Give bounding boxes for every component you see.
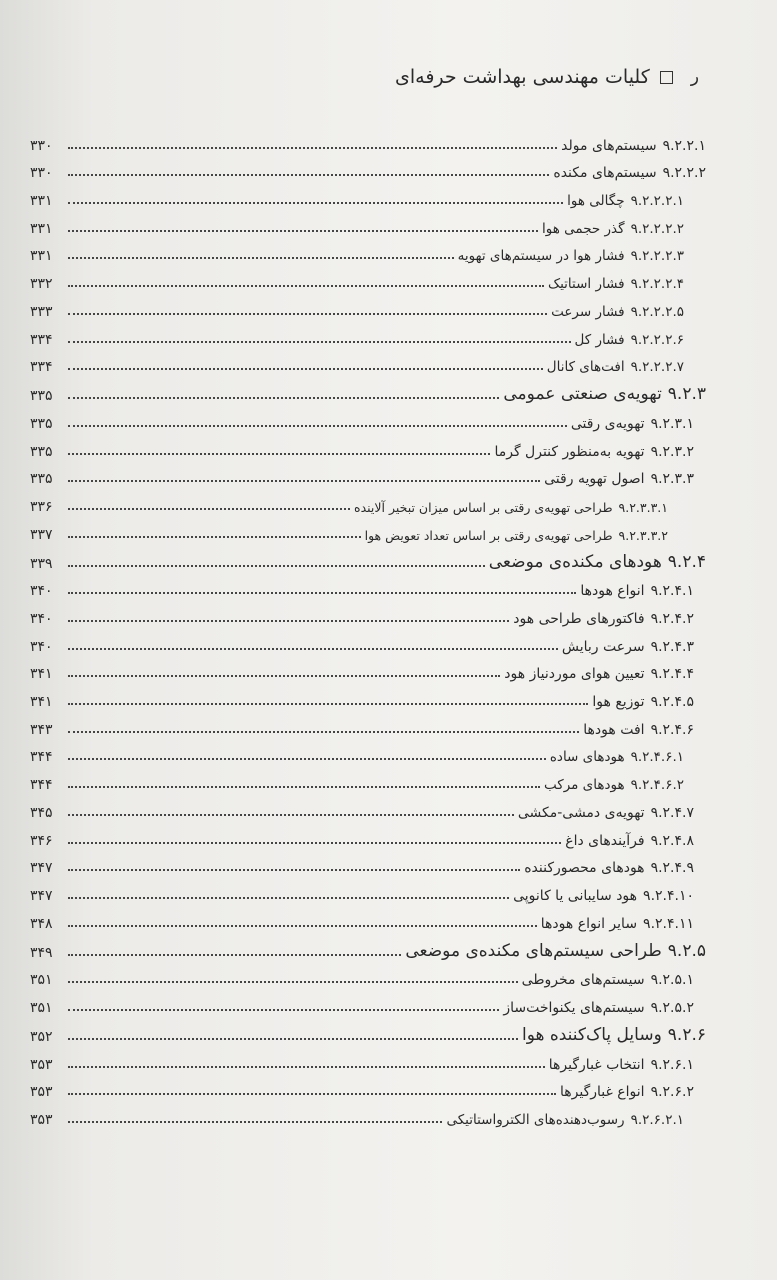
section-number: ۹.۲.۶.۱ bbox=[650, 1056, 694, 1073]
toc-entry bbox=[405, 941, 706, 961]
toc-row bbox=[30, 126, 706, 154]
toc-row bbox=[30, 237, 706, 265]
section-title: طراحی تهویه‌ی رقتی بر اساس میزان تبخیر آلاینده bbox=[354, 499, 613, 515]
section-number: ۹.۲.۶.۲.۱ bbox=[630, 1112, 684, 1128]
toc-row bbox=[30, 320, 706, 348]
section-title: افت هودها bbox=[583, 721, 645, 738]
section-title: تهویه به‌منظور کنترل گرما bbox=[494, 443, 645, 460]
section-number: ۹.۲.۵ bbox=[667, 940, 706, 961]
book-title: کلیات مهندسی بهداشت حرفه‌ای bbox=[394, 66, 650, 88]
section-number: ۹.۲.۴.۶ bbox=[650, 721, 694, 738]
toc-row bbox=[30, 264, 706, 292]
toc-entry bbox=[513, 888, 694, 904]
toc-entry bbox=[565, 833, 694, 849]
page-number: ۳۳۵ bbox=[30, 443, 53, 460]
dot-leader bbox=[68, 507, 350, 510]
toc-entry bbox=[503, 384, 706, 404]
toc-entry bbox=[567, 193, 684, 209]
page-number: ۳۴۱ bbox=[30, 666, 53, 683]
page-number: ۳۳۴ bbox=[30, 331, 53, 348]
section-title: فشار سرعت bbox=[551, 303, 625, 320]
section-title: رسوب‌دهنده‌های الکترواستاتیکی bbox=[446, 1112, 625, 1128]
dot-leader bbox=[68, 396, 499, 399]
page-number: ۳۳۰ bbox=[30, 137, 53, 154]
dot-leader bbox=[68, 201, 563, 204]
toc-row bbox=[30, 876, 706, 904]
dot-leader bbox=[68, 591, 576, 594]
page-number: ۳۵۳ bbox=[30, 1056, 53, 1073]
toc-entry bbox=[524, 860, 694, 876]
section-number: ۹.۲.۳.۳ bbox=[650, 471, 694, 488]
toc-row bbox=[30, 209, 706, 237]
page-number: ۳۳۵ bbox=[30, 388, 53, 405]
toc-entry bbox=[354, 500, 668, 515]
dot-leader bbox=[68, 785, 540, 788]
dot-leader bbox=[68, 1120, 442, 1123]
section-number: ۹.۲.۵.۲ bbox=[650, 999, 694, 1016]
toc-row bbox=[30, 932, 706, 961]
section-title: افت‌های کانال bbox=[546, 359, 625, 376]
section-number: ۹.۲.۴.۲ bbox=[650, 611, 694, 627]
section-title: توزیع هوا bbox=[592, 694, 645, 711]
toc-row bbox=[30, 348, 706, 376]
section-title: وسایل پاک‌کننده هوا bbox=[521, 1024, 662, 1045]
page-number: ۳۴۳ bbox=[30, 721, 53, 738]
page-number: ۳۳۳ bbox=[30, 303, 53, 320]
dot-leader bbox=[68, 1008, 499, 1011]
dot-leader bbox=[68, 284, 544, 287]
section-number: ۹.۲.۴ bbox=[667, 551, 706, 572]
dot-leader bbox=[68, 730, 579, 733]
section-title: فاکتورهای طراحی هود bbox=[513, 611, 645, 627]
toc-row bbox=[30, 904, 706, 932]
toc-entry bbox=[522, 1025, 706, 1045]
toc-row bbox=[30, 961, 706, 989]
toc-entry bbox=[542, 221, 684, 237]
section-title: هودهای ساده bbox=[549, 749, 625, 766]
section-title: انتخاب غبارگیرها bbox=[548, 1056, 645, 1073]
section-title: سیستم‌های مخروطی bbox=[521, 972, 645, 989]
section-number: ۹.۲.۶.۲ bbox=[650, 1084, 694, 1101]
toc-entry bbox=[458, 248, 684, 264]
toc-row bbox=[30, 849, 706, 877]
page-number: ۳۳۲ bbox=[30, 276, 53, 293]
dot-leader bbox=[68, 564, 485, 567]
section-number: ۹.۲.۴.۹ bbox=[650, 860, 694, 877]
toc-row bbox=[30, 655, 706, 683]
section-number: ۹.۲.۵.۱ bbox=[650, 972, 694, 989]
dot-leader bbox=[68, 424, 567, 427]
section-number: ۹.۲.۲.۲.۶ bbox=[630, 331, 684, 348]
dot-leader bbox=[68, 619, 509, 622]
toc-entry bbox=[560, 1084, 694, 1100]
page-number: ۳۵۱ bbox=[30, 999, 53, 1016]
table-of-contents bbox=[30, 126, 706, 1128]
toc-row bbox=[30, 765, 706, 793]
toc-row bbox=[30, 181, 706, 209]
toc-entry bbox=[551, 304, 684, 320]
section-number: ۹.۲.۴.۸ bbox=[650, 832, 694, 849]
section-title: طراحی سیستم‌های مکنده‌ی موضعی bbox=[405, 940, 662, 961]
section-number: ۹.۲.۲.۲.۵ bbox=[630, 303, 684, 320]
page-number: ۳۵۱ bbox=[30, 972, 53, 989]
section-number: ۹.۲.۳.۱ bbox=[650, 415, 694, 432]
page-number: ۳۴۴ bbox=[30, 749, 53, 766]
toc-row bbox=[30, 460, 706, 488]
page-number: ۳۳۱ bbox=[30, 248, 53, 265]
toc-row bbox=[30, 627, 706, 655]
section-title: تهویه‌ی رقتی bbox=[570, 415, 645, 432]
toc-row bbox=[30, 1045, 706, 1073]
toc-entry bbox=[541, 916, 694, 932]
page-number: ۳۴۰ bbox=[30, 611, 53, 627]
section-number: ۹.۲.۲.۲.۳ bbox=[630, 248, 684, 265]
toc-row bbox=[30, 572, 706, 600]
section-number: ۹.۲.۳.۳.۲ bbox=[618, 527, 668, 543]
section-title: هود سایبانی یا کانوپی bbox=[513, 887, 638, 904]
dot-leader bbox=[68, 813, 514, 816]
toc-row bbox=[30, 1016, 706, 1045]
section-number: ۹.۲.۴.۱۰ bbox=[643, 887, 694, 904]
dot-leader bbox=[68, 674, 500, 677]
page-number: ۳۴۷ bbox=[30, 887, 53, 904]
toc-entry bbox=[549, 1057, 694, 1073]
section-title: اصول تهویه رقتی bbox=[544, 471, 645, 488]
section-title: هودهای مکنده‌ی موضعی bbox=[488, 551, 662, 572]
section-number: ۹.۲.۴.۶.۲ bbox=[630, 777, 684, 794]
page-number: ۳۴۹ bbox=[30, 944, 53, 961]
toc-entry bbox=[522, 972, 694, 988]
page-number: ۳۴۰ bbox=[30, 583, 53, 600]
section-title: سیستم‌های مولد bbox=[561, 137, 657, 154]
page-number: ۳۳۶ bbox=[30, 498, 53, 515]
section-title: هودهای محصورکننده bbox=[524, 860, 645, 877]
page-header bbox=[395, 66, 699, 88]
dot-leader bbox=[68, 1065, 545, 1068]
page-number: ۳۳۷ bbox=[30, 526, 53, 543]
dot-leader bbox=[68, 146, 557, 149]
toc-row bbox=[30, 821, 706, 849]
section-title: انواع هودها bbox=[580, 583, 645, 600]
toc-entry bbox=[544, 471, 694, 487]
section-number: ۹.۲.۴.۳ bbox=[650, 638, 694, 655]
page-number: ۳۵۳ bbox=[30, 1112, 53, 1128]
section-number: ۹.۲.۲.۲.۱ bbox=[630, 193, 684, 210]
dot-leader bbox=[68, 256, 454, 259]
dot-leader bbox=[68, 953, 401, 956]
toc-entry bbox=[561, 138, 706, 154]
page-number: ۳۴۱ bbox=[30, 694, 53, 711]
page-number: ۳۴۷ bbox=[30, 860, 53, 877]
section-title: انواع غبارگیرها bbox=[560, 1084, 645, 1101]
dot-leader bbox=[68, 367, 543, 370]
section-number: ۹.۲.۲.۱ bbox=[662, 137, 706, 154]
section-title: تهویه‌ی دمشی-مکشی bbox=[517, 804, 645, 821]
dot-leader bbox=[68, 479, 540, 482]
dot-leader bbox=[68, 868, 520, 871]
section-title: طراحی تهویه‌ی رقتی بر اساس تعداد تعویض هوا bbox=[364, 527, 613, 543]
toc-entry bbox=[513, 611, 694, 627]
dot-leader bbox=[68, 980, 518, 983]
section-number: ۹.۲.۴.۱۱ bbox=[643, 915, 694, 932]
toc-entry bbox=[553, 165, 706, 181]
section-number: ۹.۲.۴.۴ bbox=[650, 666, 694, 683]
section-number: ۹.۲.۴.۷ bbox=[650, 804, 694, 821]
toc-entry bbox=[548, 276, 684, 292]
toc-row bbox=[30, 793, 706, 821]
section-title: سیستم‌های یکنواخت‌ساز bbox=[503, 999, 645, 1016]
toc-row bbox=[30, 404, 706, 432]
toc-entry bbox=[489, 552, 706, 572]
page-number: ۳۴۸ bbox=[30, 915, 53, 932]
section-title: فرآیندهای داغ bbox=[565, 832, 645, 849]
section-number: ۹.۲.۳.۳.۱ bbox=[618, 499, 668, 515]
section-title: فشار هوا در سیستم‌های تهویه bbox=[457, 248, 625, 265]
toc-entry bbox=[550, 749, 684, 765]
section-title: تعیین هوای موردنیاز هود bbox=[504, 666, 645, 683]
dot-leader bbox=[68, 702, 588, 705]
section-title: هودهای مرکب bbox=[544, 777, 625, 794]
page-number: ۳۳۱ bbox=[30, 220, 53, 237]
page-number: ۳۳۰ bbox=[30, 165, 53, 182]
toc-row bbox=[30, 710, 706, 738]
toc-row bbox=[30, 988, 706, 1016]
section-number: ۹.۲.۳.۲ bbox=[650, 443, 694, 460]
page-number: ۳۳۵ bbox=[30, 471, 53, 488]
toc-entry bbox=[580, 583, 694, 599]
section-title: تهویه‌ی صنعتی عمومی bbox=[503, 384, 662, 405]
toc-entry bbox=[365, 528, 668, 543]
toc-entry bbox=[575, 332, 685, 348]
section-number: ۹.۲.۲.۲ bbox=[662, 165, 706, 182]
toc-row bbox=[30, 599, 706, 627]
toc-row bbox=[30, 1100, 706, 1128]
page-number: ۳۳۱ bbox=[30, 193, 53, 210]
section-title: فشار استاتیک bbox=[547, 276, 625, 293]
toc-entry bbox=[494, 444, 694, 460]
section-title: چگالی هوا bbox=[567, 193, 625, 210]
page-number: ۳۳۴ bbox=[30, 359, 53, 376]
toc-entry bbox=[562, 639, 694, 655]
dot-leader bbox=[68, 340, 571, 343]
toc-row bbox=[30, 154, 706, 182]
toc-row bbox=[30, 543, 706, 572]
section-number: ۹.۲.۶ bbox=[667, 1024, 706, 1045]
section-number: ۹.۲.۴.۶.۱ bbox=[630, 749, 684, 766]
dot-leader bbox=[68, 452, 490, 455]
dot-leader bbox=[68, 1092, 556, 1095]
section-number: ۹.۲.۲.۲.۷ bbox=[630, 359, 684, 376]
page-number: ۳۳۵ bbox=[30, 415, 53, 432]
page-number: ۳۵۳ bbox=[30, 1084, 53, 1101]
page-number: ۳۳۹ bbox=[30, 555, 53, 572]
dot-leader bbox=[68, 229, 538, 232]
dot-leader bbox=[68, 841, 561, 844]
dot-leader bbox=[68, 647, 558, 650]
dot-leader bbox=[68, 896, 509, 899]
square-bullet-icon bbox=[660, 71, 673, 84]
section-number: ۹.۲.۴.۵ bbox=[650, 694, 694, 711]
section-number: ۹.۲.۴.۱ bbox=[650, 583, 694, 600]
dot-leader bbox=[68, 535, 361, 538]
page-number: ۳۵۲ bbox=[30, 1028, 53, 1045]
page-number: ۳۴۵ bbox=[30, 804, 53, 821]
dot-leader bbox=[68, 757, 546, 760]
page-number: ۳۴۶ bbox=[30, 832, 53, 849]
dot-leader bbox=[68, 312, 547, 315]
section-number: ۹.۲.۲.۲.۴ bbox=[630, 276, 684, 293]
toc-entry bbox=[583, 722, 694, 738]
page-number: ۳۴۴ bbox=[30, 777, 53, 794]
section-title: گذر حجمی هوا bbox=[542, 220, 625, 237]
toc-entry bbox=[446, 1112, 684, 1128]
toc-entry bbox=[571, 416, 694, 432]
toc-row bbox=[30, 487, 706, 515]
page-letter: ر bbox=[690, 67, 699, 87]
toc-row bbox=[30, 292, 706, 320]
section-number: ۹.۲.۳ bbox=[667, 384, 706, 405]
toc-entry bbox=[547, 359, 684, 375]
section-number: ۹.۲.۲.۲.۲ bbox=[630, 220, 684, 237]
toc-entry bbox=[518, 805, 694, 821]
dot-leader bbox=[68, 173, 549, 176]
toc-row bbox=[30, 515, 706, 543]
toc-row bbox=[30, 1073, 706, 1101]
toc-row bbox=[30, 432, 706, 460]
toc-row bbox=[30, 682, 706, 710]
toc-row bbox=[30, 738, 706, 766]
section-title: سیستم‌های مکنده bbox=[553, 165, 657, 182]
section-title: سرعت ربایش bbox=[561, 638, 645, 655]
section-title: سایر انواع هودها bbox=[540, 915, 638, 932]
dot-leader bbox=[68, 1037, 518, 1040]
toc-entry bbox=[544, 777, 684, 793]
toc-entry bbox=[592, 694, 694, 710]
toc-entry bbox=[503, 1000, 694, 1016]
section-title: فشار کل bbox=[574, 331, 625, 348]
toc-row bbox=[30, 375, 706, 404]
dot-leader bbox=[68, 924, 537, 927]
toc-entry bbox=[504, 666, 694, 682]
page-number: ۳۴۰ bbox=[30, 638, 53, 655]
